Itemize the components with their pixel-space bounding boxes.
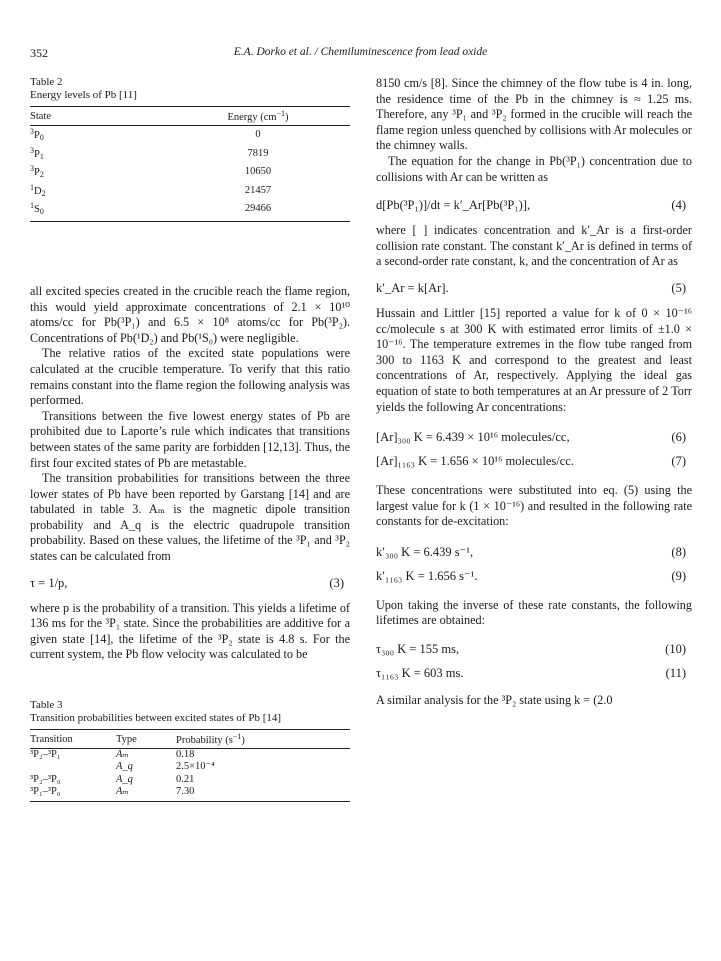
page-number: 352 <box>30 46 48 60</box>
table-row: $^1D_2$ 21457 <box>30 182 272 198</box>
equation-8: k′₃₀₀ K = 6.439 s⁻¹, (8) <box>376 544 686 559</box>
table-3-caption: Transition probabilities between excited states of Pb [14] <box>30 712 282 725</box>
right-paragraph-1: 8150 cm/s [8]. Since the chimney of the flow tube is 4 in. long, the residence time of the Pb in the chimney is ≈ 1.25 ms. Therefore, any ³P₁ and ³P₂ formed in the crucible will reach the flame region unless quenched by collisions with Ar molecules or the chimney walls. <box>376 76 692 153</box>
right-paragraph-2: The equation for the change in Pb(³P₁) concentration due to collisions with Ar can be written as <box>376 153 692 184</box>
left-column <box>30 76 350 802</box>
equation-7: [Ar]₁₁₆₃ K = 1.656 × 10¹⁶ molecules/cc. (7) <box>376 454 686 469</box>
table-3-header-type: Type <box>116 730 176 749</box>
equation-9: k′₁₁₆₃ K = 1.656 s⁻¹. (9) <box>376 568 686 583</box>
table-row: $^3P_1$ 7819 <box>30 145 269 161</box>
table-2-caption: Energy levels of Pb [11] <box>30 89 137 101</box>
equation-5: k′_Ar = k[Ar]. (5) <box>376 280 686 295</box>
equation-4: d[Pb(³P₁)]/dt = k′_Ar[Pb(³P₁)], (4) <box>376 198 686 213</box>
running-head: E.A. Dorko et al. / Chemiluminescence from lead oxide <box>233 46 488 58</box>
table-3-grid <box>30 729 350 802</box>
table-3-label: Table 3 <box>30 699 63 712</box>
table-3 <box>30 699 350 802</box>
table-row: ³P₂–³P₀ A_q 0.21 <box>30 773 195 785</box>
table-2-grid <box>30 106 350 222</box>
left-paragraph-3: Transitions between the five lowest energy states of Pb are prohibited due to Laporte’s rule which indicates that transitions between states of the same parity are forbidden [12,13]. Thus, the first four excited states of Pb are metastable. <box>30 408 350 470</box>
table-row: $^3P_2$ 10650 <box>30 164 272 180</box>
table-3-header-probability: Probability $(s^{-1})$ <box>176 730 350 749</box>
equation-3: τ = 1/p, (3) <box>30 575 344 590</box>
left-paragraph-4: The transition probabilities for transitions between the three lower states of Pb have been reported by Garstang [14] and are tabulated in table 3. Aₘ is the magnetic dipole transition probability and A_q is the electric quadrupole transition probability. Based on these values, the lifetime of the ³P₁ and ³P₂ states can be calculated from <box>30 471 350 564</box>
left-paragraph-2: The relative ratios of the excited state populations were calculated at the crucible temperature. To verify that this ratio remains constant into the flame region the following analysis was performed. <box>30 346 350 408</box>
table-2-header-energy: Energy $(cm^{-1})$ <box>166 107 350 126</box>
table-row: ³P₂–³P₁ Aₘ 0.18 <box>30 749 195 761</box>
table-row: A_q 2.5×10⁻⁴ <box>116 761 215 773</box>
right-column <box>376 76 692 709</box>
right-paragraph-5: These concentrations were substituted into eq. (5) using the largest value for k (1 × 10⁻¹⁶) and resulted in the following rate constants for de-excitation: <box>376 483 692 529</box>
table-row: $^3P_0$ 0 <box>30 127 261 142</box>
table-row: $^1S_0$ 29466 <box>30 200 350 221</box>
left-paragraph-1: all excited species created in the crucible reach the flame region, this would yield approximate concentrations of 2.1 × 10¹⁰ atoms/cc for Pb(³P₁) and 6.5 × 10⁸ atoms/cc for Pb(³P₂). Concentrations of Pb(¹D₂) and Pb(¹S₀) were negligible. <box>30 283 350 345</box>
table-3-header-transition: Transition <box>30 730 116 749</box>
table-2-header-state: State <box>30 107 166 126</box>
right-paragraph-3: where [ ] indicates concentration and k′_Ar is a first-order collision rate constant. The constant k′_Ar is defined in terms of a second-order rate constant, k, and the concentration of Ar as <box>376 223 692 269</box>
table-2-label: Table 2 <box>30 76 63 88</box>
equation-10: τ₃₀₀ K = 155 ms, (10) <box>376 642 686 657</box>
right-paragraph-4: Hussain and Littler [15] reported a value for k of 0 × 10⁻¹⁶ cc/molecule s at 300 K with estimated error limits of ±1.0 × 10⁻¹⁶. The temperature extremes in the flow tube ranged from 300 to 1163 K and correspond to the greatest and least concentrations of Ar, respectively. Applying the ideal gas equation of state to both temperatures at an Ar pressure of 2 Torr yields the following Ar concentrations: <box>376 305 692 414</box>
table-2 <box>30 76 350 222</box>
equation-6: [Ar]₃₀₀ K = 6.439 × 10¹⁶ molecules/cc, (6) <box>376 430 686 445</box>
equation-11: τ₁₁₆₃ K = 603 ms. (11) <box>376 666 686 681</box>
right-paragraph-6: Upon taking the inverse of these rate constants, the following lifetimes are obtained: <box>376 597 692 628</box>
table-row: ³P₁–³P₀ Aₘ 7.30 <box>30 786 350 801</box>
left-paragraph-5: where p is the probability of a transition. This yields a lifetime of 136 ms for the ³P₁ state. Since the probabilities are additive for a given state [14], the lifetime of the ³P₂ state is 4.8 s. For the current system, the Pb flow velocity was calculated to be <box>30 600 350 662</box>
right-paragraph-7: A similar analysis for the ³P₂ state using k = (2.0 <box>376 693 613 708</box>
